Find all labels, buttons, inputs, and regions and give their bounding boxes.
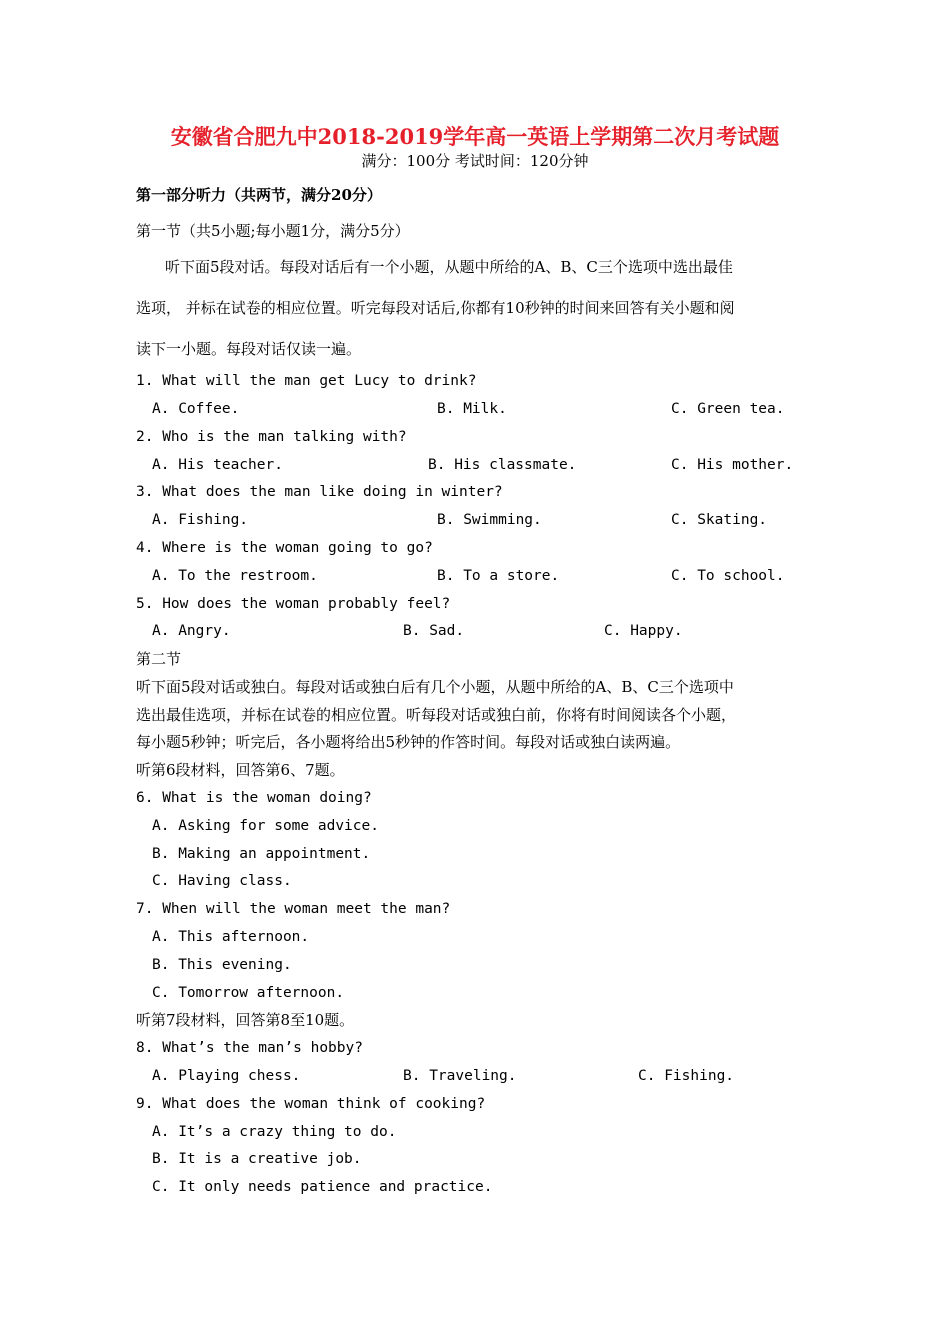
option-a: A. It’s a crazy thing to do. bbox=[152, 1124, 397, 1140]
question-text: 9. What does the woman think of cooking? bbox=[136, 1096, 486, 1112]
option-a: A. Angry. bbox=[152, 623, 231, 639]
part1-heading: 第一部分听力（共两节，满分20分） bbox=[136, 186, 382, 204]
section1-instruction-line: 读下一小题。每段对话仅读一遍。 bbox=[136, 340, 362, 358]
option-b: B. It is a creative job. bbox=[152, 1151, 362, 1167]
option-a: A. Coffee. bbox=[152, 401, 240, 417]
option-b: B. Sad. bbox=[403, 623, 465, 639]
option-a: A. This afternoon. bbox=[152, 929, 310, 945]
option-c: C. His mother. bbox=[671, 457, 794, 473]
option-c: C. Tomorrow afternoon. bbox=[152, 985, 345, 1001]
option-a: A. Playing chess. bbox=[152, 1068, 301, 1084]
option-c: C. Fishing. bbox=[638, 1068, 735, 1084]
question-text: 7. When will the woman meet the man? bbox=[136, 901, 451, 917]
material-heading: 听第6段材料，回答第6、7题。 bbox=[136, 761, 345, 779]
question-text: 6. What is the woman doing? bbox=[136, 790, 372, 806]
material-heading: 听第7段材料，回答第8至10题。 bbox=[136, 1011, 355, 1029]
option-c: C. Green tea. bbox=[671, 401, 785, 417]
option-b: B. To a store. bbox=[437, 568, 560, 584]
option-b: B. Making an appointment. bbox=[152, 846, 371, 862]
option-a: A. Fishing. bbox=[152, 512, 249, 528]
option-c: C. To school. bbox=[671, 568, 785, 584]
option-c: C. Skating. bbox=[671, 512, 768, 528]
option-b: B. Milk. bbox=[437, 401, 507, 417]
section2-heading: 第二节 bbox=[136, 650, 182, 668]
section1-instruction-line: 选项， 并标在试卷的相应位置。听完每段对话后,你都有10秒钟的时间来回答有关小题和阅 bbox=[136, 299, 735, 317]
section1-heading: 第一节（共5小题;每小题1分，满分5分） bbox=[136, 222, 410, 240]
question-text: 2. Who is the man talking with? bbox=[136, 429, 407, 445]
option-b: B. Swimming. bbox=[437, 512, 542, 528]
section2-instruction-line: 听下面5段对话或独白。每段对话或独白后有几个小题，从题中所给的A、B、C三个选项中 bbox=[136, 678, 734, 696]
option-c: C. Having class. bbox=[152, 873, 292, 889]
question-text: 3. What does the man like doing in winter? bbox=[136, 484, 503, 500]
option-b: B. Traveling. bbox=[403, 1068, 517, 1084]
option-c: C. Happy. bbox=[604, 623, 683, 639]
option-b: B. His classmate. bbox=[428, 457, 577, 473]
question-text: 8. What’s the man’s hobby? bbox=[136, 1040, 363, 1056]
document-title: 安徽省合肥九中2018-2019学年高一英语上学期第二次月考试题 bbox=[170, 124, 780, 149]
section2-instruction-line: 选出最佳选项，并标在试卷的相应位置。听每段对话或独白前，你将有时间阅读各个小题， bbox=[136, 706, 737, 724]
section2-instruction-line: 每小题5秒钟；听完后，各小题将给出5秒钟的作答时间。每段对话或独白读两遍。 bbox=[136, 733, 681, 751]
option-a: A. Asking for some advice. bbox=[152, 818, 379, 834]
exam-info: 满分：100分 考试时间：120分钟 bbox=[361, 152, 589, 170]
question-text: 1. What will the man get Lucy to drink? bbox=[136, 373, 477, 389]
option-a: A. To the restroom. bbox=[152, 568, 318, 584]
option-c: C. It only needs patience and practice. bbox=[152, 1179, 493, 1195]
question-text: 4. Where is the woman going to go? bbox=[136, 540, 433, 556]
section1-instruction-line: 听下面5段对话。每段对话后有一个小题，从题中所给的A、B、C三个选项中选出最佳 bbox=[165, 258, 733, 276]
option-b: B. This evening. bbox=[152, 957, 292, 973]
question-text: 5. How does the woman probably feel? bbox=[136, 596, 451, 612]
option-a: A. His teacher. bbox=[152, 457, 283, 473]
